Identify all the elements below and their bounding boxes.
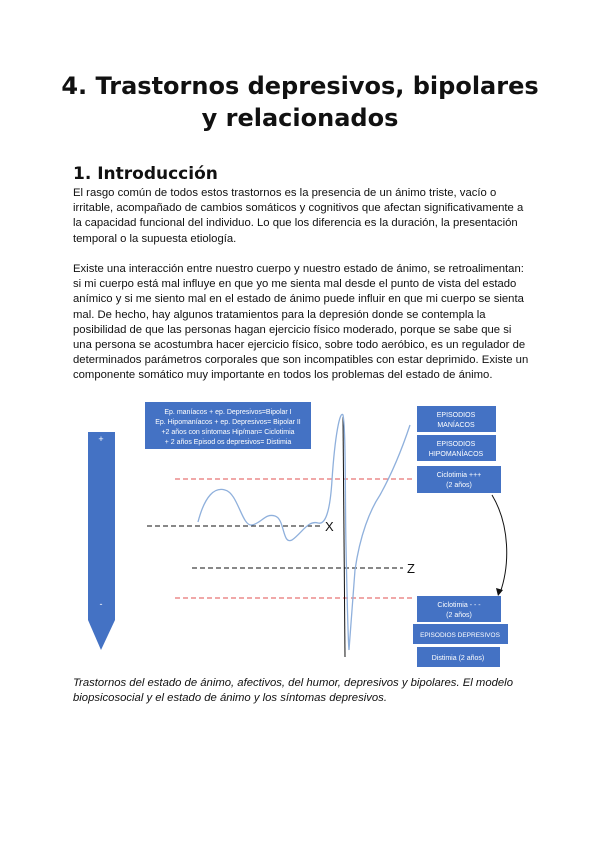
box-cyclo-up-line-1: Ciclotimia +++ [436,472,482,479]
bar-minus-label: - [99,599,103,609]
legend-line-4: + 2 años Episod os depresivos= Distimia [164,439,292,446]
mood-wave [198,414,410,650]
legend-line-1: Ep. maníacos + ep. Depresivos=Bipolar I [164,409,292,416]
marker-z: Z [407,561,415,576]
box-cyclo-down-line-1: Ciclotimia - - - [437,602,481,609]
mood-diagram [70,395,530,675]
marker-x: X [325,519,334,534]
box-hypo-line-2: HIPOMANÍACOS [428,451,484,458]
cyclothymia-arrow [492,495,507,593]
paragraph-intro: El rasgo común de todos estos trastornos es la presencia de un ánimo triste, vacío o irritable, acompañado de cambios somáticos y cognitivos que afectan significativamente a la capacidad funcional del individuo. Lo que los diferencia es la duración, la presentación temporal o la supuesta etiología. [73,187,524,245]
legend-line-3: +2 años con síntomas Hip/man= Ciclotimia [161,429,295,436]
box-manic-line-1: EPISODIOS [436,412,476,419]
section-heading: 1. Introducción [73,164,218,184]
title-line-2: y relacionados [201,104,399,132]
box-manic-line-2: MANÍACOS [437,422,475,429]
box-hypo-line-1: EPISODIOS [436,441,476,448]
box-cyclo-down-line-2: (2 años) [446,612,472,619]
legend-line-2: Ep. Hipomaníacos + ep. Depresivos= Bipolar II [155,419,301,426]
bar-plus-label: + [98,434,104,444]
mood-scale-bar [88,432,115,650]
box-depressive-label: EPISODIOS DEPRESIVOS [420,632,500,639]
box-cyclo-up-line-2: (2 años) [446,482,472,489]
title-line-1: 4. Trastornos depresivos, bipolares [61,72,539,100]
page-title [40,70,560,134]
figure-caption: Trastornos del estado de ánimo, afectivos, del humor, depresivos y bipolares. El modelo biopsicosocial y el estado de ánimo y los síntomas depresivos. [73,677,513,705]
cyclothymia-arrow-head [496,588,503,596]
paragraph-body-mind: Existe una interacción entre nuestro cuerpo y nuestro estado de ánimo, se retroalimentan: si mi cuerpo está mal influye en que yo me sienta mal desde el punto de vista del estado anímico y si me siento mal en el estado de ánimo puede influir en que mi cuerpo se sienta mal. De hecho, hay algunos tratamientos para la depresión donde se contempla la posibilidad de que las personas hagan ejercicio físico moderado, porque se sabe que si una persona se acostumbra hacer ejercicio físico, sobre todo aeróbico, es un regulador de determinados parámetros corporales que son incompatibles con estar deprimido. Existe un componente somático muy importante en todos los problemas del estado de ánimo. [73,263,529,382]
box-dysthymia-label: Distimia (2 años) [431,655,485,662]
